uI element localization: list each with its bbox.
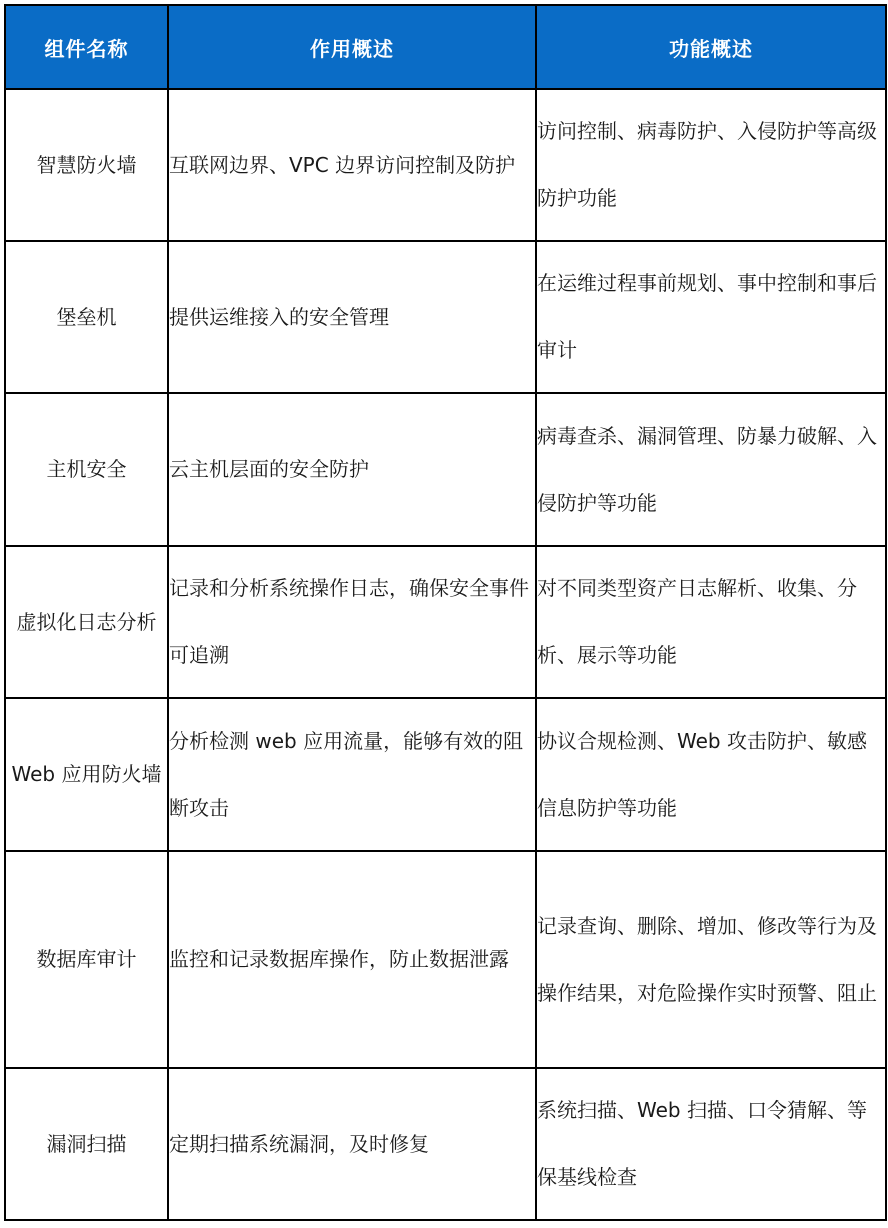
role-overview-cell: 记录和分析系统操作日志，确保安全事件可追溯 [168,546,536,698]
function-overview-cell: 对不同类型资产日志解析、收集、分析、展示等功能 [536,546,886,698]
component-name-cell: 漏洞扫描 [5,1068,168,1220]
function-overview-cell: 访问控制、病毒防护、入侵防护等高级防护功能 [536,89,886,241]
header-function-overview: 功能概述 [536,5,886,89]
function-overview-cell: 在运维过程事前规划、事中控制和事后审计 [536,241,886,393]
table-row [5,698,886,851]
function-overview-cell: 协议合规检测、Web 攻击防护、敏感信息防护等功能 [536,698,886,851]
component-name-cell: 数据库审计 [5,851,168,1068]
component-name-cell: 堡垒机 [5,241,168,393]
security-components-table [4,4,887,1221]
role-overview-cell: 分析检测 web 应用流量，能够有效的阻断攻击 [168,698,536,851]
table-row [5,851,886,1068]
table-row [5,1068,886,1220]
function-overview-cell: 病毒查杀、漏洞管理、防暴力破解、入侵防护等功能 [536,393,886,546]
role-overview-cell: 互联网边界、VPC 边界访问控制及防护 [168,89,536,241]
table-row [5,546,886,698]
component-name-cell: Web 应用防火墙 [5,698,168,851]
table-row [5,89,886,241]
role-overview-cell: 提供运维接入的安全管理 [168,241,536,393]
function-overview-cell: 记录查询、删除、增加、修改等行为及操作结果，对危险操作实时预警、阻止 [536,851,886,1068]
component-name-cell: 智慧防火墙 [5,89,168,241]
function-overview-cell: 系统扫描、Web 扫描、口令猜解、等保基线检查 [536,1068,886,1220]
component-name-cell: 虚拟化日志分析 [5,546,168,698]
role-overview-cell: 云主机层面的安全防护 [168,393,536,546]
role-overview-cell: 监控和记录数据库操作，防止数据泄露 [168,851,536,1068]
header-row [5,5,886,89]
role-overview-cell: 定期扫描系统漏洞，及时修复 [168,1068,536,1220]
table-row [5,393,886,546]
table-row [5,241,886,393]
header-role-overview: 作用概述 [168,5,536,89]
header-component-name: 组件名称 [5,5,168,89]
component-name-cell: 主机安全 [5,393,168,546]
